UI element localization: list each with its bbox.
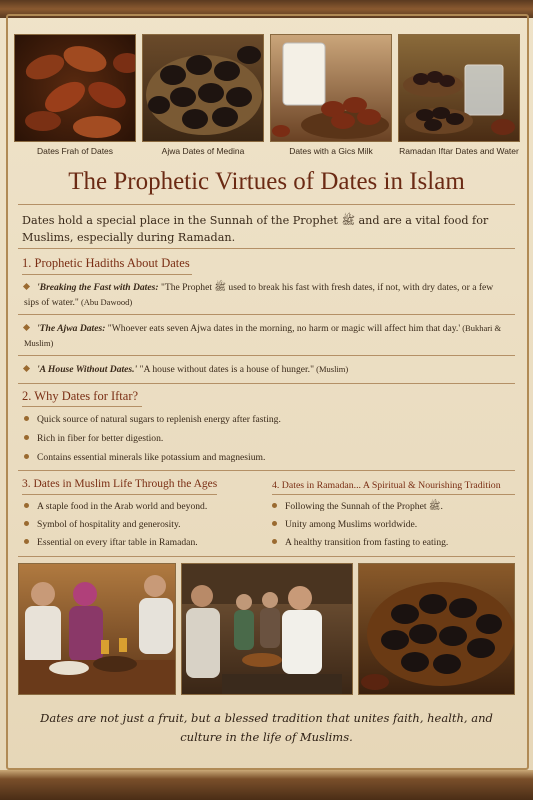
bullet-icon [24,435,29,440]
divider [22,406,142,407]
ramadan-item [272,499,512,514]
bullet-icon [24,539,29,544]
photo-dates-milk [270,34,392,156]
hadith-lead: 'Breaking the Fast with Dates: [37,282,159,293]
bottom-photo-row [18,563,515,695]
iftar-graphic [399,35,520,141]
bullet-icon [24,521,29,526]
bullet-icon [272,521,277,526]
ramadan-text: Following the Sunnah of the Prophet ﷺ. [285,501,443,512]
bullet-icon [23,365,30,372]
divider [272,494,515,495]
bullet-icon [272,539,277,544]
reason-item [24,412,502,427]
hadith-item [24,280,502,310]
divider [18,470,515,471]
caption-1: Dates Frah of Dates [36,146,114,156]
ajwa-dates-image [142,34,264,142]
divider [22,274,192,275]
divider [18,355,515,356]
family-iftar-graphic [19,564,176,694]
hadith-source: (Bukhari & Muslim) [24,323,502,348]
bottom-border [0,770,533,800]
dates-milk-image [270,34,392,142]
section-2-heading: 2. Why Dates for Iftar? [22,389,139,403]
caption-2: Ajwa Dates of Medina [161,146,245,156]
hadith-item [24,321,502,351]
closing-text: Dates are not just a fruit, but a blessed tradition that unites faith, health, and culture in the life of Muslims. [40,711,493,744]
divider [18,248,515,249]
sharing-dates-graphic [182,564,352,694]
divider [22,494,217,495]
photo-ajwa-dates [142,34,264,156]
sharing-dates-image [181,563,352,695]
reason-item [24,450,502,465]
fresh-dates-image [14,34,136,142]
hadith-text: "A house without dates is a house of hunger." [137,364,315,375]
reason-text: Quick source of natural sugars to replenish energy after fasting. [37,414,281,425]
life-text: Essential on every iftar table in Ramadan. [37,537,198,548]
reason-text: Rich in fiber for better digestion. [37,433,164,444]
photo-fresh-dates [14,34,136,156]
divider [18,314,515,315]
intro-text: Dates hold a special place in the Sunnah of the Prophet ﷺ and are a vital food for Muslims, especially during Ramadan. [22,214,489,244]
life-item [24,517,254,532]
section-3-heading: 3. Dates in Muslim Life Through the Ages [22,478,218,490]
ramadan-item [272,535,512,550]
bullet-icon [23,324,30,331]
ramadan-text: A healthy transition from fasting to eating. [285,537,449,548]
divider [18,204,515,205]
reason-item [24,431,502,446]
hadith-item [24,362,502,377]
bullet-icon [24,416,29,421]
ramadan-text: Unity among Muslims worldwide. [285,519,418,530]
hadith-source: (Abu Dawood) [78,297,133,307]
reason-text: Contains essential minerals like potassium and magnesium. [37,452,266,463]
ramadan-item [272,517,512,532]
hadith-text: "The Prophet ﷺ used to break his fast with fresh dates, if not, with dry dates, or a few sips of water." [24,282,494,308]
dates-milk-graphic [271,35,392,141]
bullet-icon [272,503,277,508]
life-item [24,499,254,514]
bullet-icon [24,454,29,459]
divider [18,556,515,557]
ajwa-bowl-image [358,563,515,695]
section-1-heading: 1. Prophetic Hadiths About Dates [22,256,190,270]
caption-3: Dates with a Gics Milk [289,146,373,156]
photo-iftar [398,34,520,156]
section-4-heading: 4. Dates in Ramadan... A Spiritual & Nourishing Tradition [272,480,501,491]
ajwa-dates-graphic [143,35,264,141]
fresh-dates-graphic [15,35,136,141]
top-photo-row [14,34,519,156]
hadith-lead: 'The Ajwa Dates: [37,323,106,334]
iftar-image [398,34,520,142]
bullet-icon [23,283,30,290]
hadith-lead: 'A House Without Dates.' [37,364,138,375]
divider [18,383,515,384]
family-iftar-image [18,563,176,695]
life-text: Symbol of hospitality and generosity. [37,519,181,530]
life-item [24,535,254,550]
bullet-icon [24,503,29,508]
page-title: The Prophetic Virtues of Dates in Islam [68,168,465,195]
caption-4: Ramadan Iftar Dates and Water [399,146,519,156]
hadith-text: "Whoever eats seven Ajwa dates in the morning, no harm or magic will affect him that day.' [105,323,461,334]
life-text: A staple food in the Arab world and beyond. [37,501,208,512]
hadith-source: (Muslim) [314,364,349,374]
ajwa-bowl-graphic [359,564,515,694]
